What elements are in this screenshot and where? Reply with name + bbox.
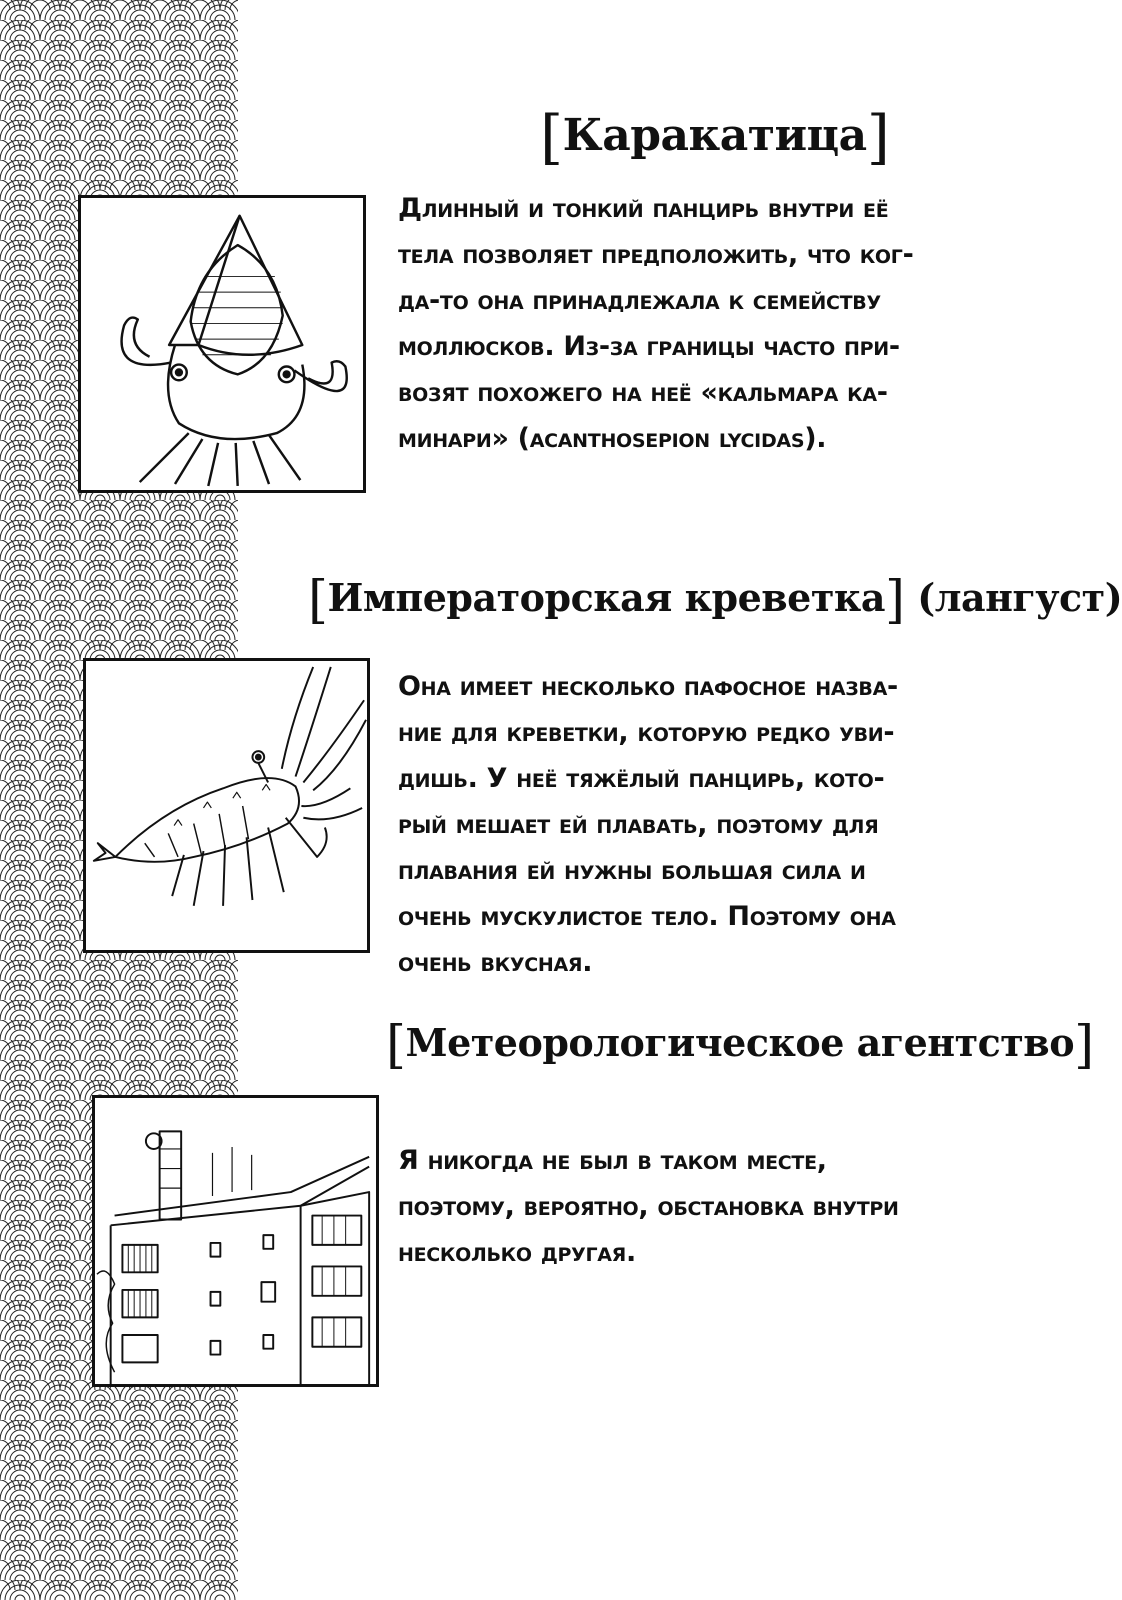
desc-line: Я никогда не был в таком месте,: [398, 1145, 827, 1176]
open-bracket: [: [540, 103, 563, 173]
building-drawing: [95, 1098, 376, 1384]
close-bracket: ]: [1074, 1015, 1094, 1076]
lobster-description: [398, 664, 898, 986]
desc-line: Она имеет несколько пафосное назва-: [398, 671, 898, 702]
desc-line: возят похожего на неё «кальмара ка-: [398, 377, 888, 408]
cuttlefish-description: [398, 186, 914, 462]
lobster-illustration-panel: [83, 658, 370, 953]
spiny-lobster-drawing: [86, 661, 367, 950]
desc-line: да-то она принадлежала к семейству: [398, 285, 881, 316]
open-bracket: [: [386, 1015, 406, 1076]
building-illustration-panel: [92, 1095, 379, 1387]
cuttlefish-drawing: [81, 198, 363, 490]
desc-line: Длинный и тонкий панцирь внутри её: [398, 193, 889, 224]
desc-line: моллюсков. Из-за границы часто при-: [398, 331, 900, 362]
close-bracket: ]: [884, 570, 905, 631]
desc-line: очень мускулистое тело. Поэтому она: [398, 901, 896, 932]
open-bracket: [: [308, 570, 328, 631]
section-title-meteorological-agency: [386, 1015, 1094, 1076]
section-title-spiny-lobster: [308, 570, 1122, 631]
desc-line: поэтому, вероятно, обстановка внутри: [398, 1191, 899, 1222]
desc-line: очень вкусная.: [398, 947, 593, 978]
title-suffix: (лангуст): [917, 575, 1122, 620]
section-title-cuttlefish: [540, 103, 890, 173]
desc-line: тела позволяет предположить, что ког-: [398, 239, 914, 270]
desc-line: минари» (acanthosepion lycidas).: [398, 423, 827, 454]
title-text: Каракатица: [562, 110, 867, 161]
desc-line: дишь. У неё тяжёлый панцирь, кото-: [398, 763, 885, 794]
close-bracket: ]: [866, 103, 890, 173]
desc-line: несколько другая.: [398, 1237, 636, 1268]
desc-line: рый мешает ей плавать, поэтому для: [398, 809, 879, 840]
desc-line: ние для креветки, которую редко уви-: [398, 717, 895, 748]
agency-description: [398, 1138, 899, 1276]
desc-line: плавания ей нужны большая сила и: [398, 855, 866, 886]
cuttlefish-illustration-panel: [78, 195, 366, 493]
title-text: Императорская креветка: [327, 575, 885, 620]
title-text: Метеорологическое агентство: [405, 1020, 1075, 1065]
